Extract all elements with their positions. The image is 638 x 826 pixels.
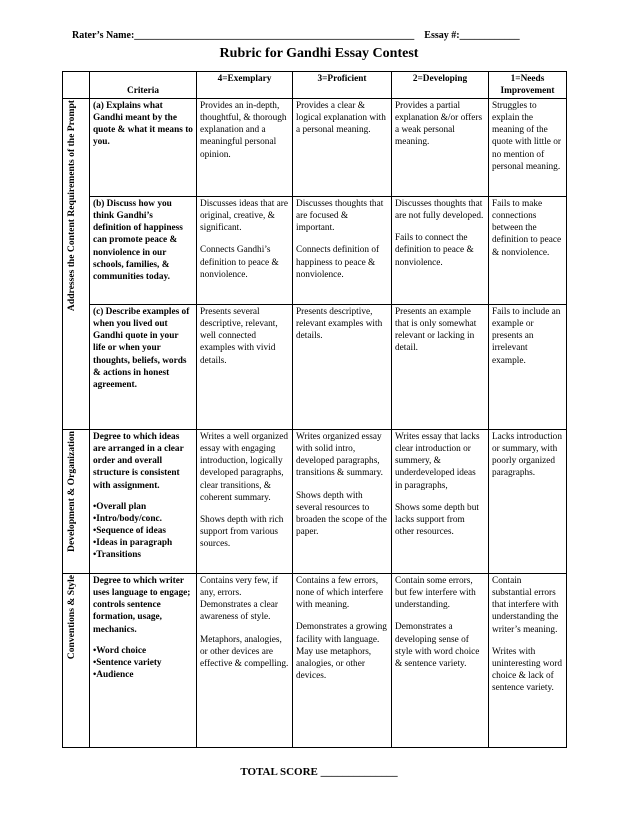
criteria-text: Degree to which ideas are arranged in a clear order and overall structure is consistent with assignment.	[93, 432, 184, 491]
criteria-cell	[90, 99, 197, 197]
rubric-table	[62, 71, 567, 748]
descriptor: Writes with uninteresting word choice & lack of sentence variety.	[492, 646, 562, 693]
level-header-3: 3=Proficient	[293, 72, 392, 99]
score-cell-1	[489, 197, 567, 305]
descriptor: Metaphors, analogies, or other devices are effective & compelling.	[200, 634, 289, 669]
criteria-cell	[90, 197, 197, 305]
criteria-cell	[90, 430, 197, 574]
score-cell-4	[197, 430, 293, 574]
section-label: Addresses the Content Requirements of the Prompt	[66, 100, 77, 312]
table-row	[63, 430, 567, 574]
descriptor: Connects Gandhi’s definition to peace & nonviolence.	[200, 245, 279, 280]
descriptor: Discusses ideas that are original, creative, & significant.	[200, 199, 289, 234]
descriptor: Contains very few, if any, errors. Demonstrates a clear awareness of style.	[200, 576, 278, 623]
score-cell-1	[489, 99, 567, 197]
bullet-item: • Overall plan	[93, 501, 193, 513]
score-cell-4	[197, 574, 293, 748]
descriptor: Connects definition of happiness to peace & nonviolence.	[296, 245, 380, 280]
page-title: Rubric for Gandhi Essay Contest	[219, 46, 419, 61]
criteria-text: (a) Explains what Gandhi meant by the quote & what it means to you.	[93, 101, 193, 148]
score-cell-3	[293, 430, 392, 574]
descriptor: Provides an in-depth, thoughtful, & thorough explanation and a meaningful personal opinion.	[200, 101, 287, 160]
rater-name-label: Rater’s Name:	[72, 30, 135, 41]
rater-header	[72, 30, 520, 41]
descriptor: Demonstrates a developing sense of style with word choice & sentence variety.	[395, 622, 480, 669]
bullet-item: • Sentence variety	[93, 657, 193, 669]
descriptor: Presents several descriptive, relevant, well connected examples with vivid details.	[200, 307, 278, 366]
criteria-cell	[90, 305, 197, 430]
bullet-item: • Sequence of ideas	[93, 525, 193, 537]
descriptor: Writes a well organized essay with engaging introduction, logically developed paragraphs, clear transitions, & coherent summary.	[200, 432, 288, 503]
descriptor: Contains a few errors, none of which interfere with meaning.	[296, 576, 383, 611]
score-cell-3	[293, 305, 392, 430]
score-cell-1	[489, 574, 567, 748]
corner-cell	[63, 72, 90, 99]
essay-number-line: ____________	[459, 30, 520, 41]
table-row	[63, 574, 567, 748]
table-row	[63, 197, 567, 305]
rater-name-line: ________________________________________________________	[134, 30, 415, 41]
total-score-label: TOTAL SCORE	[240, 766, 318, 778]
criteria-cell	[90, 574, 197, 748]
descriptor: Fails to make connections between the definition to peace & nonviolence.	[492, 199, 562, 258]
descriptor: Shows depth with rich support from various sources.	[200, 514, 284, 549]
descriptor: Presents descriptive, relevant examples with details.	[296, 307, 383, 342]
score-cell-2	[392, 574, 489, 748]
section-conventions-style	[63, 574, 90, 748]
criteria-text: (b) Discuss how you think Gandhi’s definition of happiness can promote peace & nonviolence in our schools, families, & communities today.	[93, 199, 183, 282]
score-cell-4	[197, 99, 293, 197]
bullet-item: • Intro/body/conc.	[93, 513, 193, 525]
score-cell-3	[293, 197, 392, 305]
level-header-4: 4=Exemplary	[197, 72, 293, 99]
level-header-1: 1=Needs Improvement	[489, 72, 567, 99]
descriptor: Discusses thoughts that are focused & important.	[296, 199, 384, 234]
total-score	[0, 766, 638, 778]
header-row	[63, 72, 567, 99]
level-header-2: 2=Developing	[392, 72, 489, 99]
score-cell-4	[197, 305, 293, 430]
descriptor: Discusses thoughts that are not fully developed.	[395, 199, 484, 222]
score-cell-4	[197, 197, 293, 305]
descriptor: Shows depth with several resources to broaden the scope of the paper.	[296, 490, 387, 537]
descriptor: Demonstrates a growing facility with language. May use metaphors, analogies, or other devices.	[296, 622, 387, 681]
score-cell-1	[489, 430, 567, 574]
criteria-text: (c) Describe examples of when you lived out Gandhi quote in your life or when your thoughts, beliefs, words & actions in honest agreement.	[93, 307, 190, 390]
section-content-requirements	[63, 99, 90, 430]
section-label: Conventions & Style	[66, 575, 77, 660]
descriptor: Fails to include an example or presents an irrelevant example.	[492, 307, 561, 366]
descriptor: Provides a partial explanation &/or offers a weak personal meaning.	[395, 101, 483, 148]
bullet-item: • Audience	[93, 669, 193, 681]
criteria-header: Criteria	[90, 72, 197, 99]
descriptor: Presents an example that is only somewhat relevant or lacking in detail.	[395, 307, 477, 354]
descriptor: Fails to connect the definition to peace & nonviolence.	[395, 233, 474, 268]
descriptor: Shows some depth but lacks support from other resources.	[395, 502, 479, 537]
section-development-organization	[63, 430, 90, 574]
bullet-item: • Ideas in paragraph	[93, 537, 193, 549]
essay-number-label: Essay #:	[424, 30, 460, 41]
descriptor: Contain substantial errors that interfere with understanding the writer’s meaning.	[492, 576, 559, 635]
descriptor: Lacks introduction or summary, with poorly organized paragraphs.	[492, 432, 562, 479]
score-cell-1	[489, 305, 567, 430]
total-score-line: ______________	[320, 766, 398, 778]
descriptor: Contain some errors, but few interfere with understanding.	[395, 576, 476, 611]
criteria-bullets	[93, 501, 193, 561]
score-cell-2	[392, 99, 489, 197]
score-cell-3	[293, 99, 392, 197]
criteria-bullets	[93, 645, 193, 681]
bullet-item: • Word choice	[93, 645, 193, 657]
score-cell-2	[392, 197, 489, 305]
score-cell-2	[392, 430, 489, 574]
descriptor: Writes organized essay with solid intro, developed paragraphs, transitions & summary.	[296, 432, 383, 479]
section-label: Development & Organization	[66, 431, 77, 553]
bullet-item: • Transitions	[93, 549, 193, 561]
descriptor: Struggles to explain the meaning of the quote with little or no mention of personal meaning.	[492, 101, 561, 172]
table-row	[63, 305, 567, 430]
descriptor: Provides a clear & logical explanation with a personal meaning.	[296, 101, 386, 136]
score-cell-2	[392, 305, 489, 430]
score-cell-3	[293, 574, 392, 748]
criteria-text: Degree to which writer uses language to engage; controls sentence formation, usage, mechanics.	[93, 576, 191, 635]
descriptor: Writes essay that lacks clear introduction or summery, & underdeveloped ideas in paragraphs,	[395, 432, 480, 491]
table-row	[63, 99, 567, 197]
